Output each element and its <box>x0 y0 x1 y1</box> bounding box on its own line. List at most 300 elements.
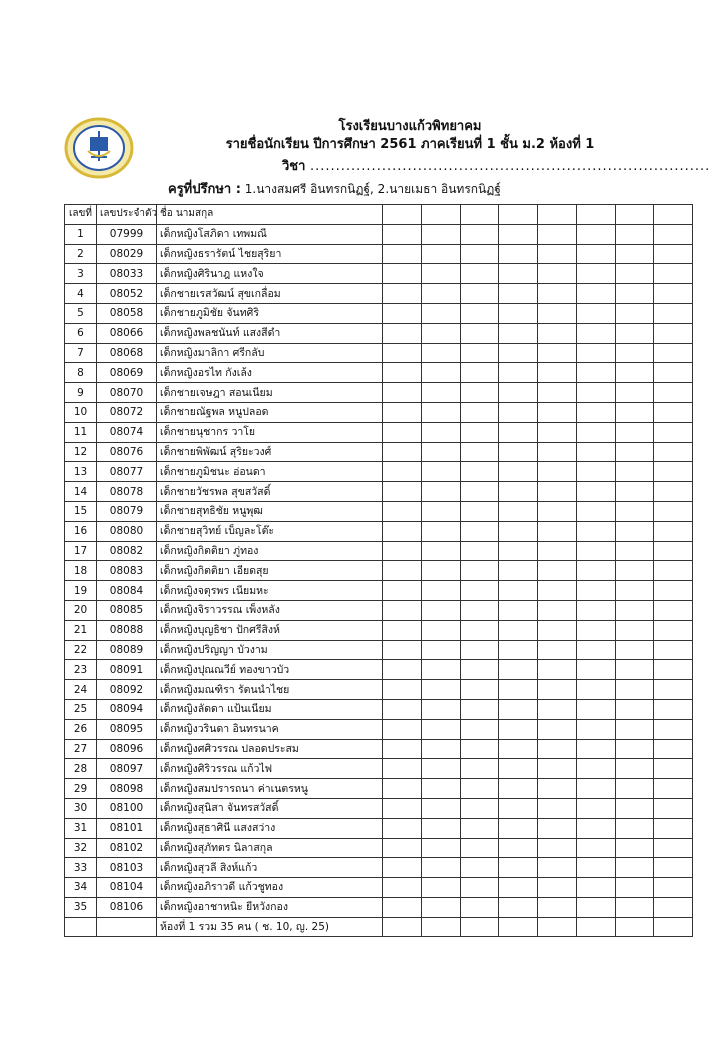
blank-cell <box>576 462 615 482</box>
blank-cell <box>538 680 577 700</box>
table-row <box>65 442 693 462</box>
blank-cell <box>576 779 615 799</box>
student-id: 07999 <box>97 224 157 244</box>
blank-cell <box>615 739 654 759</box>
blank-cell <box>383 759 422 779</box>
column-header-student-id: เลขประจำตัว <box>97 205 157 225</box>
student-id: 08088 <box>97 620 157 640</box>
blank-cell <box>421 482 460 502</box>
student-name: เด็กชายสุทธิชัย หนูพุฒ <box>157 501 383 521</box>
student-id: 08083 <box>97 561 157 581</box>
blank-cell <box>538 917 577 937</box>
blank-cell <box>421 442 460 462</box>
blank-cell <box>615 878 654 898</box>
student-name: เด็กหญิงสุนิสา จันทรสวัสดิ์ <box>157 798 383 818</box>
blank-cell <box>460 640 499 660</box>
blank-cell <box>576 858 615 878</box>
blank-cell <box>383 224 422 244</box>
student-name: เด็กหญิงอภิราวดี แก้วชูทอง <box>157 878 383 898</box>
student-id: 08082 <box>97 541 157 561</box>
blank-cell <box>654 858 693 878</box>
blank-cell <box>421 383 460 403</box>
blank-cell <box>421 422 460 442</box>
blank-cell <box>538 699 577 719</box>
row-number: 28 <box>65 759 97 779</box>
blank-cell <box>576 501 615 521</box>
blank-cell <box>460 719 499 739</box>
blank-cell <box>576 482 615 502</box>
blank-cell <box>460 620 499 640</box>
blank-cell <box>421 501 460 521</box>
student-id: 08095 <box>97 719 157 739</box>
blank-cell <box>499 303 538 323</box>
table-row <box>65 838 693 858</box>
blank-cell <box>421 600 460 620</box>
blank-cell <box>615 343 654 363</box>
table-row <box>65 501 693 521</box>
blank-cell <box>654 244 693 264</box>
blank-cell <box>576 640 615 660</box>
row-number: 13 <box>65 462 97 482</box>
blank-cell <box>421 402 460 422</box>
blank-cell <box>615 779 654 799</box>
row-number: 9 <box>65 383 97 403</box>
blank-cell <box>654 779 693 799</box>
blank-cell <box>383 501 422 521</box>
table-row <box>65 739 693 759</box>
table-row <box>65 224 693 244</box>
student-id: 08068 <box>97 343 157 363</box>
student-name: เด็กหญิงพลชนันท์ แสงสีดำ <box>157 323 383 343</box>
column-header-blank <box>538 205 577 225</box>
student-id: 08096 <box>97 739 157 759</box>
column-header-name: ชื่อ นามสกุล <box>157 205 383 225</box>
blank-cell <box>615 600 654 620</box>
blank-cell <box>576 838 615 858</box>
blank-cell <box>615 363 654 383</box>
blank-cell <box>421 640 460 660</box>
blank-cell <box>576 699 615 719</box>
blank-cell <box>460 878 499 898</box>
blank-cell <box>615 462 654 482</box>
blank-cell <box>460 402 499 422</box>
table-row <box>65 264 693 284</box>
blank-cell <box>421 620 460 640</box>
row-number: 20 <box>65 600 97 620</box>
student-id: 08074 <box>97 422 157 442</box>
student-name: เด็กหญิงธรารัตน์ ไชยสุริยา <box>157 244 383 264</box>
blank-cell <box>460 779 499 799</box>
blank-cell <box>421 759 460 779</box>
blank-cell <box>576 264 615 284</box>
blank-cell <box>654 501 693 521</box>
school-name: โรงเรียนบางแก้วพิทยาคม <box>338 119 482 134</box>
blank-cell <box>421 838 460 858</box>
blank-cell <box>576 897 615 917</box>
student-name: เด็กหญิงบุญธิชา ปักศรีสิงห์ <box>157 620 383 640</box>
blank-cell <box>615 244 654 264</box>
blank-cell <box>421 699 460 719</box>
blank-cell <box>460 482 499 502</box>
blank-cell <box>615 541 654 561</box>
row-number: 17 <box>65 541 97 561</box>
student-name: เด็กหญิงวรินดา อินทรนาค <box>157 719 383 739</box>
blank-cell <box>460 818 499 838</box>
blank-cell <box>654 541 693 561</box>
student-name: เด็กชายวัชรพล สุขสวัสดิ์ <box>157 482 383 502</box>
student-id: 08080 <box>97 521 157 541</box>
blank-cell <box>538 838 577 858</box>
blank-cell <box>538 759 577 779</box>
blank-cell <box>421 779 460 799</box>
row-number: 30 <box>65 798 97 818</box>
blank-cell <box>615 224 654 244</box>
row-number: 1 <box>65 224 97 244</box>
blank-cell <box>499 600 538 620</box>
blank-cell <box>383 739 422 759</box>
blank-cell <box>654 363 693 383</box>
student-id: 08033 <box>97 264 157 284</box>
blank-cell <box>383 383 422 403</box>
blank-cell <box>65 917 97 937</box>
student-id: 08092 <box>97 680 157 700</box>
student-name: เด็กชายสุวิทย์ เบ็ญละโต๊ะ <box>157 521 383 541</box>
blank-cell <box>499 363 538 383</box>
row-number: 25 <box>65 699 97 719</box>
blank-cell <box>421 581 460 601</box>
blank-cell <box>538 402 577 422</box>
table-row <box>65 363 693 383</box>
blank-cell <box>460 660 499 680</box>
table-row <box>65 303 693 323</box>
student-name: เด็กหญิงลัดดา แป้นเนียม <box>157 699 383 719</box>
blank-cell <box>538 600 577 620</box>
blank-cell <box>538 858 577 878</box>
blank-cell <box>383 699 422 719</box>
blank-cell <box>538 442 577 462</box>
student-name: เด็กหญิงมาลิกา ศรีกลับ <box>157 343 383 363</box>
blank-cell <box>383 818 422 838</box>
blank-cell <box>460 383 499 403</box>
blank-cell <box>499 264 538 284</box>
blank-cell <box>421 878 460 898</box>
blank-cell <box>538 719 577 739</box>
blank-cell <box>576 284 615 304</box>
table-row <box>65 482 693 502</box>
blank-cell <box>576 244 615 264</box>
blank-cell <box>615 323 654 343</box>
blank-cell <box>654 323 693 343</box>
student-id: 08052 <box>97 284 157 304</box>
blank-cell <box>615 264 654 284</box>
blank-cell <box>383 878 422 898</box>
blank-cell <box>654 482 693 502</box>
row-number: 5 <box>65 303 97 323</box>
blank-cell <box>654 739 693 759</box>
student-name: เด็กหญิงศิรินาฎ แหงใจ <box>157 264 383 284</box>
blank-cell <box>499 739 538 759</box>
blank-cell <box>615 284 654 304</box>
blank-cell <box>576 521 615 541</box>
blank-cell <box>576 917 615 937</box>
blank-cell <box>654 581 693 601</box>
student-id: 08070 <box>97 383 157 403</box>
row-number: 35 <box>65 897 97 917</box>
student-name: เด็กชายนุชากร วาโย <box>157 422 383 442</box>
blank-cell <box>499 284 538 304</box>
blank-cell <box>460 442 499 462</box>
summary-row <box>65 917 693 937</box>
student-id: 08104 <box>97 878 157 898</box>
blank-cell <box>538 462 577 482</box>
blank-cell <box>538 640 577 660</box>
blank-cell <box>615 561 654 581</box>
blank-cell <box>538 323 577 343</box>
blank-cell <box>615 640 654 660</box>
blank-cell <box>383 561 422 581</box>
blank-cell <box>538 264 577 284</box>
blank-cell <box>538 798 577 818</box>
blank-cell <box>499 719 538 739</box>
table-row <box>65 521 693 541</box>
student-name: เด็กหญิงสุธาศินี แสงสว่าง <box>157 818 383 838</box>
row-number: 3 <box>65 264 97 284</box>
blank-cell <box>421 739 460 759</box>
row-number: 18 <box>65 561 97 581</box>
student-name: เด็กหญิงจิราวรรณ เพ็งหลัง <box>157 600 383 620</box>
blank-cell <box>538 878 577 898</box>
blank-cell <box>499 779 538 799</box>
blank-cell <box>576 541 615 561</box>
table-row <box>65 244 693 264</box>
blank-cell <box>654 442 693 462</box>
student-name: เด็กหญิงศศิวรรณ ปลอดประสม <box>157 739 383 759</box>
blank-cell <box>538 284 577 304</box>
blank-cell <box>383 858 422 878</box>
blank-cell <box>460 501 499 521</box>
table-row <box>65 640 693 660</box>
blank-cell <box>421 244 460 264</box>
blank-cell <box>460 462 499 482</box>
student-name: เด็กชายณัฐพล หนูปลอด <box>157 402 383 422</box>
row-number: 7 <box>65 343 97 363</box>
student-name: เด็กหญิงกิตติยา ภู่ทอง <box>157 541 383 561</box>
blank-cell <box>499 878 538 898</box>
student-id: 08089 <box>97 640 157 660</box>
blank-cell <box>615 521 654 541</box>
table-header-row <box>65 205 693 225</box>
blank-cell <box>499 343 538 363</box>
student-id: 08079 <box>97 501 157 521</box>
student-name: เด็กชายเรสวัฒน์ สุขเกลื่อม <box>157 284 383 304</box>
row-number: 23 <box>65 660 97 680</box>
row-number: 27 <box>65 739 97 759</box>
blank-cell <box>576 402 615 422</box>
row-number: 26 <box>65 719 97 739</box>
row-number: 14 <box>65 482 97 502</box>
blank-cell <box>576 660 615 680</box>
blank-cell <box>460 303 499 323</box>
blank-cell <box>383 798 422 818</box>
blank-cell <box>615 482 654 502</box>
blank-cell <box>576 581 615 601</box>
blank-cell <box>615 660 654 680</box>
blank-cell <box>615 383 654 403</box>
row-number: 10 <box>65 402 97 422</box>
student-name: เด็กชายภูมิชัย จันทศิริ <box>157 303 383 323</box>
table-row <box>65 818 693 838</box>
blank-cell <box>615 798 654 818</box>
blank-cell <box>383 680 422 700</box>
blank-cell <box>576 600 615 620</box>
blank-cell <box>460 323 499 343</box>
blank-cell <box>576 561 615 581</box>
blank-cell <box>499 402 538 422</box>
blank-cell <box>421 363 460 383</box>
blank-cell <box>576 323 615 343</box>
blank-cell <box>499 897 538 917</box>
blank-cell <box>383 581 422 601</box>
blank-cell <box>654 798 693 818</box>
blank-cell <box>615 897 654 917</box>
blank-cell <box>421 798 460 818</box>
table-row <box>65 561 693 581</box>
blank-cell <box>460 600 499 620</box>
student-id: 08097 <box>97 759 157 779</box>
blank-cell <box>576 878 615 898</box>
blank-cell <box>383 323 422 343</box>
student-id: 08101 <box>97 818 157 838</box>
blank-cell <box>654 759 693 779</box>
blank-cell <box>576 739 615 759</box>
row-number: 4 <box>65 284 97 304</box>
table-row <box>65 680 693 700</box>
blank-cell <box>460 422 499 442</box>
student-id: 08066 <box>97 323 157 343</box>
blank-cell <box>538 660 577 680</box>
blank-cell <box>538 244 577 264</box>
blank-cell <box>654 699 693 719</box>
blank-cell <box>615 917 654 937</box>
blank-cell <box>383 917 422 937</box>
blank-cell <box>421 858 460 878</box>
blank-cell <box>383 600 422 620</box>
blank-cell <box>383 363 422 383</box>
blank-cell <box>654 878 693 898</box>
blank-cell <box>499 858 538 878</box>
student-id: 08029 <box>97 244 157 264</box>
blank-cell <box>383 442 422 462</box>
blank-cell <box>615 422 654 442</box>
blank-cell <box>460 858 499 878</box>
blank-cell <box>499 462 538 482</box>
blank-cell <box>383 779 422 799</box>
blank-cell <box>499 422 538 442</box>
blank-cell <box>499 620 538 640</box>
blank-cell <box>421 284 460 304</box>
blank-cell <box>499 521 538 541</box>
table-row <box>65 541 693 561</box>
blank-cell <box>654 620 693 640</box>
blank-cell <box>421 818 460 838</box>
blank-cell <box>383 640 422 660</box>
blank-cell <box>421 719 460 739</box>
blank-cell <box>538 482 577 502</box>
blank-cell <box>383 462 422 482</box>
subject-line <box>282 158 711 176</box>
advisor-line <box>168 180 688 199</box>
blank-cell <box>654 897 693 917</box>
blank-cell <box>654 680 693 700</box>
student-id: 08085 <box>97 600 157 620</box>
blank-cell <box>615 818 654 838</box>
blank-cell <box>576 719 615 739</box>
student-id: 08077 <box>97 462 157 482</box>
student-name: เด็กหญิงกิตติยา เอียดสุย <box>157 561 383 581</box>
blank-cell <box>576 224 615 244</box>
student-id: 08103 <box>97 858 157 878</box>
blank-cell <box>576 798 615 818</box>
blank-cell <box>383 897 422 917</box>
table-row <box>65 323 693 343</box>
blank-cell <box>383 264 422 284</box>
blank-cell <box>460 680 499 700</box>
blank-cell <box>460 363 499 383</box>
blank-cell <box>460 917 499 937</box>
advisor-names: 1.นางสมศรี อินทรกนิฏฐ์, 2.นายเมธา อินทรกนิฏฐ์ <box>244 182 501 196</box>
blank-cell <box>499 482 538 502</box>
blank-cell <box>421 561 460 581</box>
blank-cell <box>499 224 538 244</box>
blank-cell <box>421 680 460 700</box>
blank-cell <box>499 838 538 858</box>
table-row <box>65 284 693 304</box>
student-id: 08100 <box>97 798 157 818</box>
blank-cell <box>499 541 538 561</box>
blank-cell <box>421 303 460 323</box>
student-id: 08098 <box>97 779 157 799</box>
blank-cell <box>576 383 615 403</box>
table-row <box>65 620 693 640</box>
row-number: 8 <box>65 363 97 383</box>
column-header-blank <box>654 205 693 225</box>
blank-cell <box>499 917 538 937</box>
blank-cell <box>538 303 577 323</box>
table-row <box>65 343 693 363</box>
blank-cell <box>576 442 615 462</box>
table-row <box>65 660 693 680</box>
row-number: 15 <box>65 501 97 521</box>
student-id: 08058 <box>97 303 157 323</box>
row-number: 22 <box>65 640 97 660</box>
blank-cell <box>576 620 615 640</box>
blank-cell <box>654 640 693 660</box>
document-header <box>150 118 670 154</box>
table-row <box>65 383 693 403</box>
blank-cell <box>383 482 422 502</box>
blank-cell <box>654 917 693 937</box>
blank-cell <box>383 838 422 858</box>
blank-cell <box>460 897 499 917</box>
blank-cell <box>538 581 577 601</box>
column-header-blank <box>421 205 460 225</box>
blank-cell <box>576 343 615 363</box>
list-title: รายชื่อนักเรียน ปีการศึกษา 2561 ภาคเรียนที่ 1 ชั้น ม.2 ห้องที่ 1 <box>225 137 595 152</box>
blank-cell <box>421 462 460 482</box>
column-header-blank <box>499 205 538 225</box>
school-logo-icon <box>64 117 134 179</box>
blank-cell <box>460 284 499 304</box>
